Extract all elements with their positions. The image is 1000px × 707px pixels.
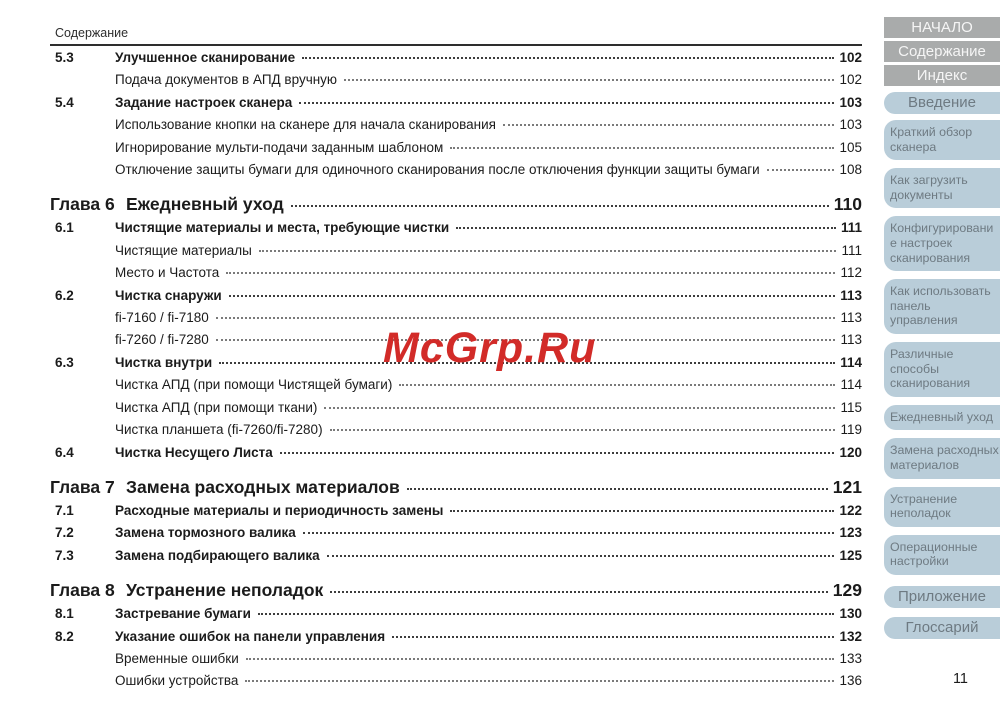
watermark: McGrp.Ru [383,324,597,372]
toc-entry-title: Отключение защиты бумаги для одиночного сканирования после отключения функции защиты бумаги [115,162,760,178]
toc-entry-leader [299,102,834,104]
toc-entry-page: 111 [841,242,862,258]
sidebar-item-scan-methods[interactable]: Различные способы сканирования [884,342,1000,397]
header-divider [50,44,862,46]
toc-entry-leader [450,147,834,149]
sidebar-item-index[interactable]: Индекс [884,65,1000,86]
toc-entry-leader [246,658,835,660]
toc-entry-leader [303,532,835,534]
toc-entry[interactable] [50,603,862,625]
toc-entry[interactable] [50,92,862,114]
toc-entry-page: 103 [839,117,862,133]
toc-entry-page: 114 [840,377,862,393]
toc-entry-page: 133 [839,650,862,666]
toc-entry-title: Временные ошибки [115,650,239,666]
sidebar-item-load-documents[interactable]: Как загрузить документы [884,168,1000,208]
toc-entry-title: Чистящие материалы и места, требующие чистки [115,220,450,236]
toc-entry-title: fi-7260 / fi-7280 [115,332,209,348]
toc-entry-number: Глава 8 [50,580,115,601]
toc-entry-number: 7.2 [55,525,74,541]
toc-entry-leader [280,452,835,454]
toc-entry[interactable] [50,577,862,603]
toc-entry-title: fi-7160 / fi-7180 [115,310,209,326]
toc-entry-title: Подача документов в АПД вручную [115,72,338,88]
toc-entry-leader [229,295,836,297]
toc-entry-page: 114 [840,354,862,370]
toc-entry-page: 110 [833,194,862,215]
sidebar-item-introduction[interactable]: Введение [884,92,1000,114]
toc-entry-leader [258,613,835,615]
toc-entry-page: 113 [840,310,862,326]
toc-entry-leader [503,124,835,126]
toc-entry-number: 6.4 [55,444,74,460]
toc-entry-page: 123 [839,525,862,541]
toc-entry-number: 6.1 [55,220,74,236]
sidebar-item-consumables-replacement[interactable]: Замена расходных материалов [884,438,1000,478]
toc-entry-title: Расходные материалы и периодичность замены [115,502,444,518]
toc-entry[interactable] [50,474,862,500]
toc-entry[interactable] [50,626,862,648]
toc-entry-leader [407,488,828,490]
toc-entry-page: 130 [839,606,862,622]
toc-entry[interactable] [50,442,862,464]
toc-entry-page: 113 [840,287,862,303]
toc-entry-leader [302,57,834,59]
toc-entry-title: Чистка планшета (fi-7260/fi-7280) [115,422,323,438]
toc-entry[interactable] [50,47,862,69]
toc-entry[interactable] [50,159,862,181]
toc-entry-page: 115 [840,399,862,415]
toc-entry-title: Место и Частота [115,265,220,281]
toc-entry-number: 6.2 [55,287,74,303]
toc-entry-page: 136 [839,673,862,689]
sidebar-item-operator-panel[interactable]: Как использовать панель управления [884,279,1000,334]
toc-entry-page: 108 [839,162,862,178]
toc-entry-title: Чистка Несущего Листа [115,444,273,460]
toc-entry-leader [456,227,836,229]
toc-entry[interactable] [50,500,862,522]
toc-entry-leader [450,510,834,512]
toc-entry-page: 102 [839,72,862,88]
toc-entry-number: 5.4 [55,94,74,110]
toc-entry-number: 5.3 [55,50,74,65]
toc-entry-title: Чистка АПД (при помощи Чистящей бумаги) [115,377,393,393]
sidebar-item-scanner-overview[interactable]: Краткий обзор сканера [884,120,1000,160]
toc-entry-page: 129 [832,580,862,601]
toc-entry-title: Замена тормозного валика [115,525,296,541]
toc-entry[interactable] [50,545,862,567]
page-header-label: Содержание [55,26,129,40]
toc-entry-page: 132 [839,628,862,644]
sidebar-item-operational-settings[interactable]: Операционные настройки [884,535,1000,575]
sidebar-item-daily-care[interactable]: Ежедневный уход [884,405,1000,431]
toc-entry-number: 6.3 [55,354,74,370]
toc-entry-page: 111 [840,220,862,236]
sidebar-item-scan-settings-config[interactable]: Конфигурирование настроек сканирования [884,216,1000,271]
toc-entry-title: Чистка АПД (при помощи ткани) [115,399,318,415]
toc-entry-page: 112 [840,265,862,281]
toc-entry-title: Игнорирование мульти-подачи заданным шаблоном [115,139,444,155]
toc-entry-leader [330,591,828,593]
toc-entry-title: Использование кнопки на сканере для начала сканирования [115,117,496,133]
toc-entry-title: Чистящие материалы [115,242,252,258]
toc-entry[interactable] [50,69,862,91]
toc-entry-number: 8.1 [55,606,74,622]
toc-entry[interactable] [50,397,862,419]
toc-entry[interactable] [50,240,862,262]
toc-entry[interactable] [50,191,862,217]
toc-entry-title: Застревание бумаги [115,606,251,622]
toc-entry-number: Глава 6 [50,194,115,215]
toc-entry-leader [291,205,829,207]
sidebar-item-troubleshooting[interactable]: Устранение неполадок [884,487,1000,527]
page-number: 11 [952,671,968,687]
toc-entry-number: 8.2 [55,628,74,644]
toc-entry-title: Замена подбирающего валика [115,547,320,563]
toc-entry-number: 7.1 [55,502,74,518]
toc-entry-title: Чистка внутри [115,354,213,370]
toc-entry-leader [324,407,835,409]
toc-entry-number: 7.3 [55,547,74,563]
toc-entry[interactable] [50,522,862,544]
toc-entry-page: 119 [840,422,862,438]
sidebar-item-home[interactable]: НАЧАЛО [884,17,1000,38]
toc-entry-number: Глава 7 [50,476,115,497]
toc-entry-title: Замена расходных материалов [126,476,400,497]
toc-entry-page: 125 [839,547,862,563]
toc-entry[interactable] [50,670,862,692]
toc-entry-title: Указание ошибок на панели управления [115,628,386,644]
toc-entry-page: 103 [839,94,862,110]
toc-entry-leader [216,317,836,319]
toc-entry[interactable] [50,217,862,239]
toc-entry-leader [330,429,836,431]
toc-entry-title: Улучшенное сканирование [115,50,296,65]
toc-entry-title: Ошибки устройства [115,673,239,689]
toc-entry-leader [259,250,837,252]
toc-entry-leader [392,636,834,638]
toc-entry[interactable] [50,419,862,441]
toc-entry[interactable] [50,374,862,396]
toc-entry-title: Устранение неполадок [126,580,324,601]
toc-entry-leader [226,272,835,274]
toc-entry-title: Ежедневный уход [126,194,284,215]
toc-entry[interactable] [50,285,862,307]
sidebar-item-glossary[interactable]: Глоссарий [884,617,1000,639]
toc-entry-page: 105 [839,139,862,155]
toc-entry[interactable] [50,137,862,159]
toc-entry-page: 113 [840,332,862,348]
sidebar-item-appendix[interactable]: Приложение [884,586,1000,608]
toc-entry-leader [327,555,835,557]
toc-entry-leader [767,169,835,171]
toc-entry-leader [399,384,835,386]
toc-entry-page: 120 [839,444,862,460]
toc-entry-page: 122 [839,502,862,518]
toc-entry-page: 102 [839,50,862,65]
toc-entry-title: Чистка снаружи [115,287,222,303]
toc-entry-title: Задание настроек сканера [115,94,293,110]
toc-entry-page: 121 [832,476,862,497]
toc-entry[interactable] [50,262,862,284]
toc-entry-leader [245,680,834,682]
sidebar-item-contents[interactable]: Содержание [884,41,1000,62]
toc-entry[interactable] [50,114,862,136]
toc-entry-leader [344,79,834,81]
sidebar [884,17,1000,645]
toc-entry[interactable] [50,648,862,670]
